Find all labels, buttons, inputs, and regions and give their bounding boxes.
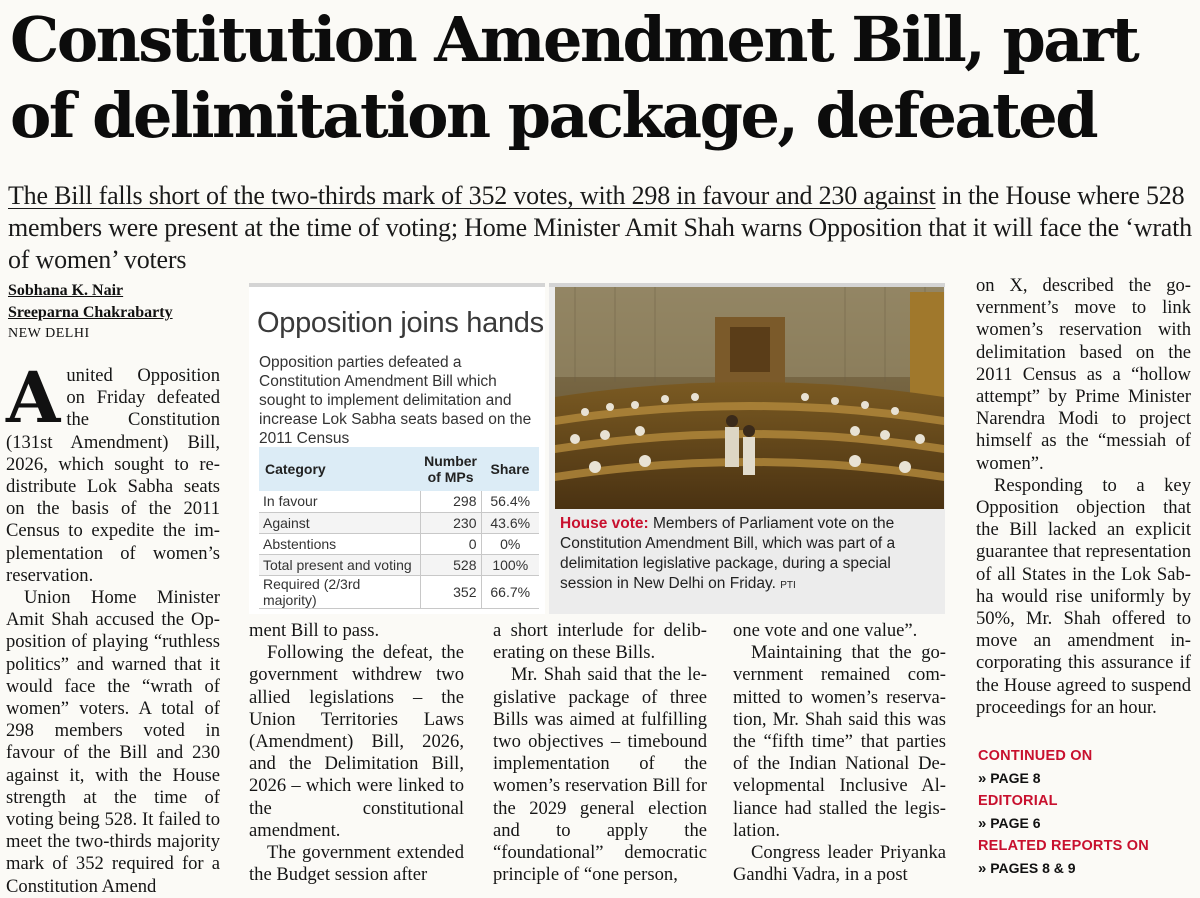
- caption-lead: House vote:: [560, 515, 649, 532]
- article-paragraph: ment Bill to pass.: [249, 620, 380, 641]
- cell-number: 528: [420, 554, 481, 575]
- cell-number: 0: [420, 533, 481, 554]
- cell-share: 66.7%: [481, 575, 539, 608]
- page-number: PAGE 6: [990, 815, 1041, 831]
- parliament-chamber-illustration: [555, 287, 944, 509]
- cell-category: Required (2/3rd majority): [259, 575, 420, 608]
- infographic-description: Opposition parties defeated a Constitution Amendment Bill which sought to implement delimitation and increase Lok Sabha seats based on the 2011 Census: [259, 354, 532, 447]
- article-paragraph: [6, 356, 220, 587]
- article-paragraph: Union Home Minister Amit Shah accused the Opposition of playing “ruthless politics” and warned that it would face the “wrath of women” voters. A total of 298 members voted in favour of the Bill and 230 against it, with the House strength at the time of voting being 528. It failed to meet the two-thirds majority mark of 352 required for a Constitution Amend: [6, 587, 220, 897]
- article-paragraph: Following the defeat, the government withdrew two allied legislations – the Union Territories Laws (Amendment) Bill, 2026, and the Delimitation Bill, 2026 – which were linked to the constitutional amendment.: [249, 642, 464, 841]
- article-paragraph: Mr. Shah said that the legislative package of three Bills was aimed at fulfilling two objectives – timebound implementation of the women’s reservation Bill for the 2029 general election and to apply the “foundational” democratic principle of “one person,: [493, 664, 707, 886]
- cell-number: 298: [420, 491, 481, 512]
- article-paragraph: Responding to a key Opposition objection that the Bill lacked an explicit guarantee that representation of all States in the Lok Sabha would rise uniformly by 50%, Mr. Shah offered to move an amendment incorporating this assurance if the House agreed to suspend proceedings for an hour.: [976, 474, 1191, 718]
- dateline: NEW DELHI: [8, 326, 90, 341]
- author-name: Sobhana K. Nair: [8, 282, 124, 299]
- cell-share: 56.4%: [481, 491, 539, 512]
- chevron-right-icon: »: [978, 815, 987, 832]
- chevron-right-icon: »: [978, 860, 987, 877]
- table-row: [259, 575, 539, 608]
- column-header-share: Share: [481, 447, 539, 491]
- editorial-label: EDITORIAL: [978, 793, 1058, 809]
- table-row: [259, 533, 539, 554]
- vote-table: [259, 447, 539, 609]
- article-paragraph: one vote and one value”.: [733, 620, 918, 641]
- article-paragraph: on X, described the government’s move to link women’s reservation with delimitation based on the 2011 Census as a “hollow attempt” by Prime Minister Narendra Modi to project himself as the “messiah of women”.: [976, 275, 1191, 474]
- drop-cap: A: [6, 356, 61, 439]
- photo-credit: PTI: [780, 580, 796, 591]
- headline: Constitution Amendment Bill, part of delimitation package, defeated: [10, 3, 1138, 152]
- article-column-2: [249, 620, 464, 886]
- cell-share: 100%: [481, 554, 539, 575]
- paragraph-text: united Opposition on Friday defeated the Constitution (131st Amendment) Bill, 2026, which sought to redistribute Lok Sabha seats on the basis of the 2011 Census to expedite the implementation of women’s reservation.: [6, 365, 220, 586]
- cell-category: Abstentions: [259, 533, 420, 554]
- table-row: [259, 491, 539, 512]
- article-paragraph: Maintaining that the government remained committed to women’s reservation, Mr. Shah said this was the “fifth time” that parties of the Indian National Developmental Inclusive Alliance had stalled the legislation.: [733, 642, 946, 841]
- article-column-4: [733, 620, 946, 886]
- continued-page-link[interactable]: [978, 767, 1149, 790]
- column-header-number: Number of MPs: [420, 447, 481, 491]
- standfirst-rest: in the House where 528 members were present at the time of voting; Home Minister Amit Shah warns Opposition that it will face the ‘wrath of women’ voters: [8, 181, 1192, 274]
- editorial-page-link[interactable]: [978, 812, 1149, 835]
- cell-share: 43.6%: [481, 512, 539, 533]
- page-number: PAGES 8 & 9: [990, 860, 1076, 876]
- related-reports-label: RELATED REPORTS ON: [978, 838, 1149, 854]
- cell-number: 352: [420, 575, 481, 608]
- article-column-3: [493, 620, 707, 886]
- infographic-box: [249, 283, 545, 614]
- article-paragraph: a short interlude for deliberating on these Bills.: [493, 620, 707, 664]
- page-references: [978, 745, 1149, 880]
- continued-label: CONTINUED ON: [978, 748, 1093, 764]
- standfirst: [8, 180, 1198, 276]
- cell-share: 0%: [481, 533, 539, 554]
- caption-text: Members of Parliament vote on the Constitution Amendment Bill, which was part of a delimitation legislative package, during a special session in New Delhi on Friday.: [560, 515, 896, 592]
- cell-category: Against: [259, 512, 420, 533]
- photo-caption: [560, 514, 940, 596]
- table-row: [259, 554, 539, 575]
- table-row: [259, 512, 539, 533]
- related-page-link[interactable]: [978, 857, 1149, 880]
- cell-category: Total present and voting: [259, 554, 420, 575]
- article-paragraph: Congress leader Priyanka Gandhi Vadra, in a post: [733, 842, 946, 886]
- cell-category: In favour: [259, 491, 420, 512]
- column-header-category: Category: [259, 447, 420, 491]
- article-column-5: [976, 275, 1191, 719]
- cell-number: 230: [420, 512, 481, 533]
- page-number: PAGE 8: [990, 770, 1041, 786]
- parliament-photo: [555, 287, 944, 509]
- table-header-row: [259, 447, 539, 491]
- standfirst-underlined: The Bill falls short of the two-thirds mark of 352 votes, with 298 in favour and 230 against: [8, 181, 936, 210]
- article-column-1: [6, 356, 220, 898]
- byline: [8, 280, 173, 344]
- infographic-title: Opposition joins hands: [257, 307, 544, 339]
- author-name: Sreeparna Chakrabarty: [8, 304, 173, 321]
- article-paragraph: The government extended the Budget session after: [249, 842, 464, 886]
- chevron-right-icon: »: [978, 770, 987, 787]
